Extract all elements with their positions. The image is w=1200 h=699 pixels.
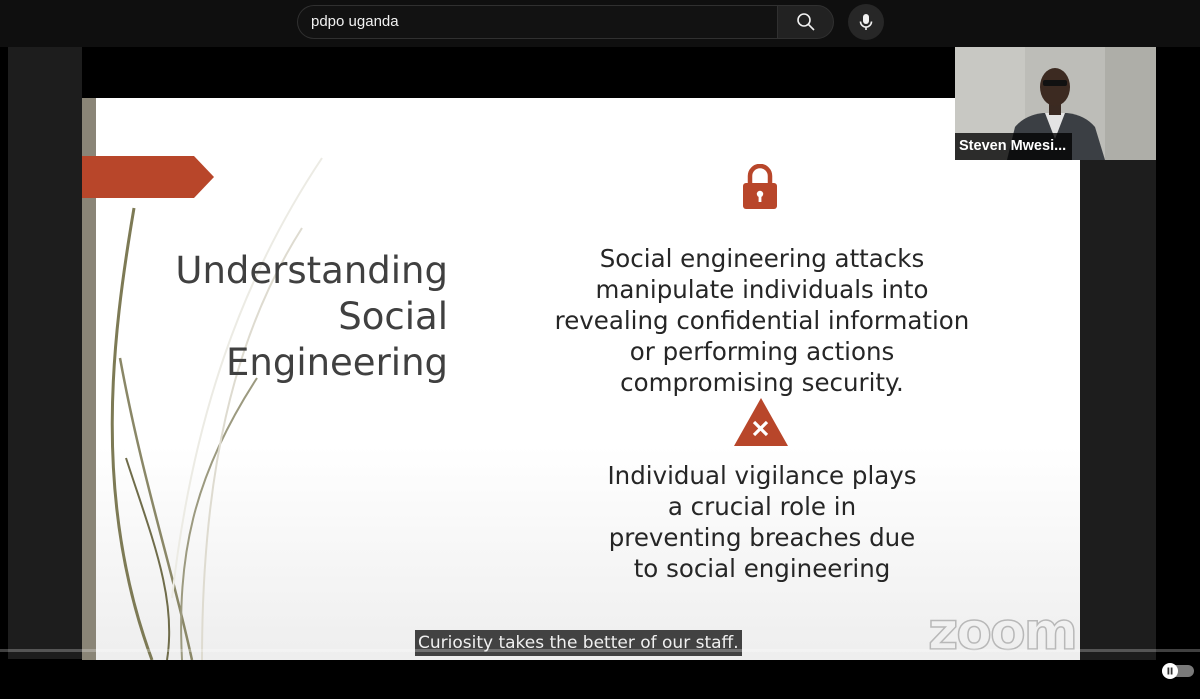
paragraph-line: manipulate individuals into [595,275,929,304]
closed-caption: Curiosity takes the better of our staff. [415,630,742,656]
autoplay-toggle[interactable] [1162,663,1194,679]
top-bar [0,0,1200,47]
search-query-text: pdpo uganda [311,13,399,30]
slide-paragraph-attacks [522,243,1002,398]
participant-video-thumbnail[interactable] [955,47,1156,160]
participant-name-label: Steven Mwesi... [955,133,1072,160]
paragraph-line: a crucial role in [667,492,857,521]
slide-paragraph-vigilance [552,460,972,584]
search-input[interactable] [297,5,777,39]
slide-title-line: Understanding [175,249,448,292]
warning-x-icon [734,398,788,446]
paragraph-line: compromising security. [620,368,904,397]
screen-share-margin-left [8,47,82,659]
slide-title-line: Engineering [226,341,448,384]
paragraph-line: revealing confidential information [554,306,970,335]
microphone-icon [857,13,875,31]
title-accent-arrow [82,156,214,198]
paragraph-line: to social engineering [633,554,891,583]
lock-icon [742,164,778,210]
paragraph-line: preventing breaches due [608,523,916,552]
paragraph-line: or performing actions [629,337,895,366]
search-icon [796,12,816,32]
search-button[interactable] [777,5,834,39]
screen-share-margin-right [1080,160,1156,660]
slide-title-line: Social [338,295,448,338]
paragraph-line: Individual vigilance plays [607,461,917,490]
paragraph-line: Social engineering attacks [599,244,925,273]
zoom-watermark: zoom [928,602,1076,660]
presentation-slide [82,98,1080,660]
video-progress-bar[interactable] [0,649,1200,652]
voice-search-button[interactable] [848,4,884,40]
slide-title [142,248,448,386]
